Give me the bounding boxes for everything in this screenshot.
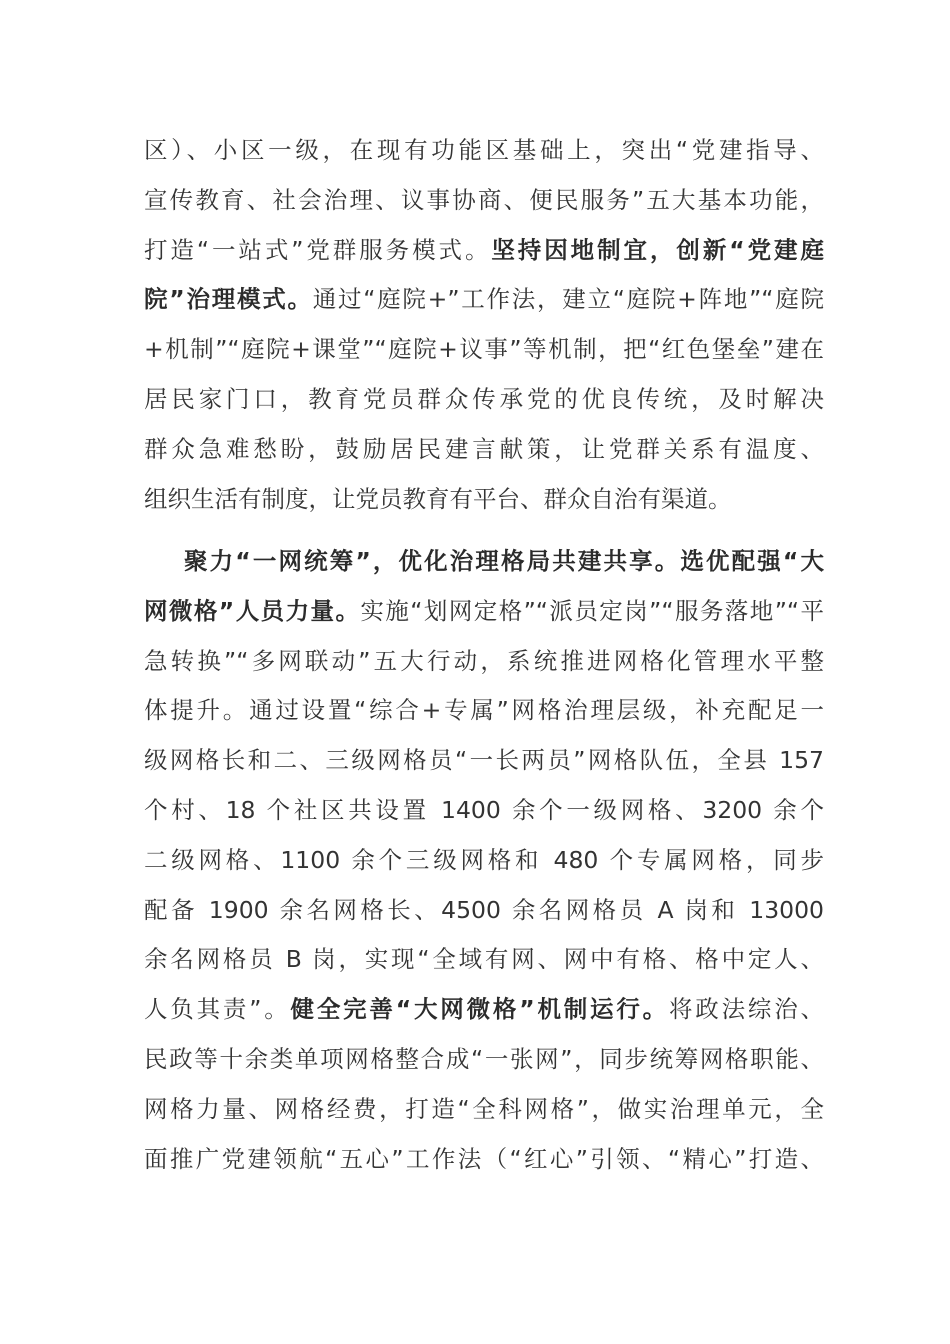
text-segment: 急转换”“多网联动”五大行动，系统推进网格化管理水平整 <box>144 646 824 675</box>
text-line <box>144 537 824 587</box>
text-line <box>144 226 824 276</box>
text-line <box>144 325 824 375</box>
text-segment: 将政法综治、 <box>668 995 825 1024</box>
text-segment: 体提升。通过设置“综合+专属”网格治理层级，补充配足一 <box>144 696 824 725</box>
text-segment: 区）、小区一级，在现有功能区基础上，突出“党建指导、 <box>144 136 824 164</box>
text-segment: 人负其责”。 <box>144 995 291 1024</box>
text-line <box>144 935 824 985</box>
text-line <box>144 736 824 786</box>
text-segment: 级网格长和二、三级网格员“一长两员”网格队伍，全县 157 <box>144 746 824 775</box>
text-segment: 个村、18 个社区共设置 1400 余个一级网格、3200 余个 <box>144 795 824 824</box>
text-line <box>144 1135 824 1185</box>
text-line <box>144 686 824 736</box>
bold-text-segment: 聚力“一网统筹”，优化治理格局共建共享。选优配强“大 <box>184 547 824 575</box>
text-segment: 组织生活有制度，让党员教育有平台、群众自治有渠道。 <box>144 484 732 513</box>
text-line <box>144 375 824 425</box>
text-line <box>144 176 824 226</box>
text-line <box>144 886 824 936</box>
text-line <box>144 587 824 637</box>
text-segment: 宣传教育、社会治理、议事协商、便民服务”五大基本功能， <box>144 185 824 214</box>
text-segment: 二级网格、1100 余个三级网格和 480 个专属网格，同步 <box>144 845 824 874</box>
text-segment: 群众急难愁盼，鼓励居民建言献策，让党群关系有温度、 <box>144 434 824 463</box>
text-line <box>144 275 824 325</box>
text-line <box>144 425 824 475</box>
paragraph-2 <box>144 537 824 1184</box>
text-line <box>144 475 824 525</box>
bold-text-segment: 院”治理模式。 <box>144 285 313 314</box>
text-segment: 配备 1900 余名网格长、4500 余名网格员 A 岗和 13000 <box>144 895 824 924</box>
text-segment: 民政等十余类单项网格整合成“一张网”，同步统筹网格职能、 <box>144 1044 824 1073</box>
text-line <box>144 1035 824 1085</box>
text-line <box>144 836 824 886</box>
text-line <box>144 637 824 687</box>
text-segment: 通过“庭院+”工作法，建立“庭院+阵地”“庭院 <box>312 285 824 314</box>
bold-text-segment: 坚持因地制宜，创新“党建庭 <box>491 235 824 264</box>
text-line <box>144 126 824 176</box>
text-segment: 面推广党建领航“五心”工作法（“红心”引领、“精心”打造、 <box>144 1144 824 1173</box>
text-segment: 居民家门口，教育党员群众传承党的优良传统，及时解决 <box>144 384 824 413</box>
text-segment: 余名网格员 B 岗，实现“全域有网、网中有格、格中定人、 <box>144 945 824 974</box>
bold-text-segment: 健全完善“大网微格”机制运行。 <box>290 995 669 1024</box>
text-segment: +机制”“庭院+课堂”“庭院+议事”等机制，把“红色堡垒”建在 <box>144 335 824 364</box>
text-line <box>144 1085 824 1135</box>
text-line <box>144 985 824 1035</box>
paragraph-1 <box>144 126 824 524</box>
bold-text-segment: 网微格”人员力量。 <box>144 596 361 625</box>
text-segment: 实施“划网定格”“派员定岗”“服务落地”“平 <box>360 596 824 625</box>
text-segment: 打造“一站式”党群服务模式。 <box>144 235 492 264</box>
text-segment: 网格力量、网格经费，打造“全科网格”，做实治理单元，全 <box>144 1094 824 1123</box>
text-line <box>144 786 824 836</box>
